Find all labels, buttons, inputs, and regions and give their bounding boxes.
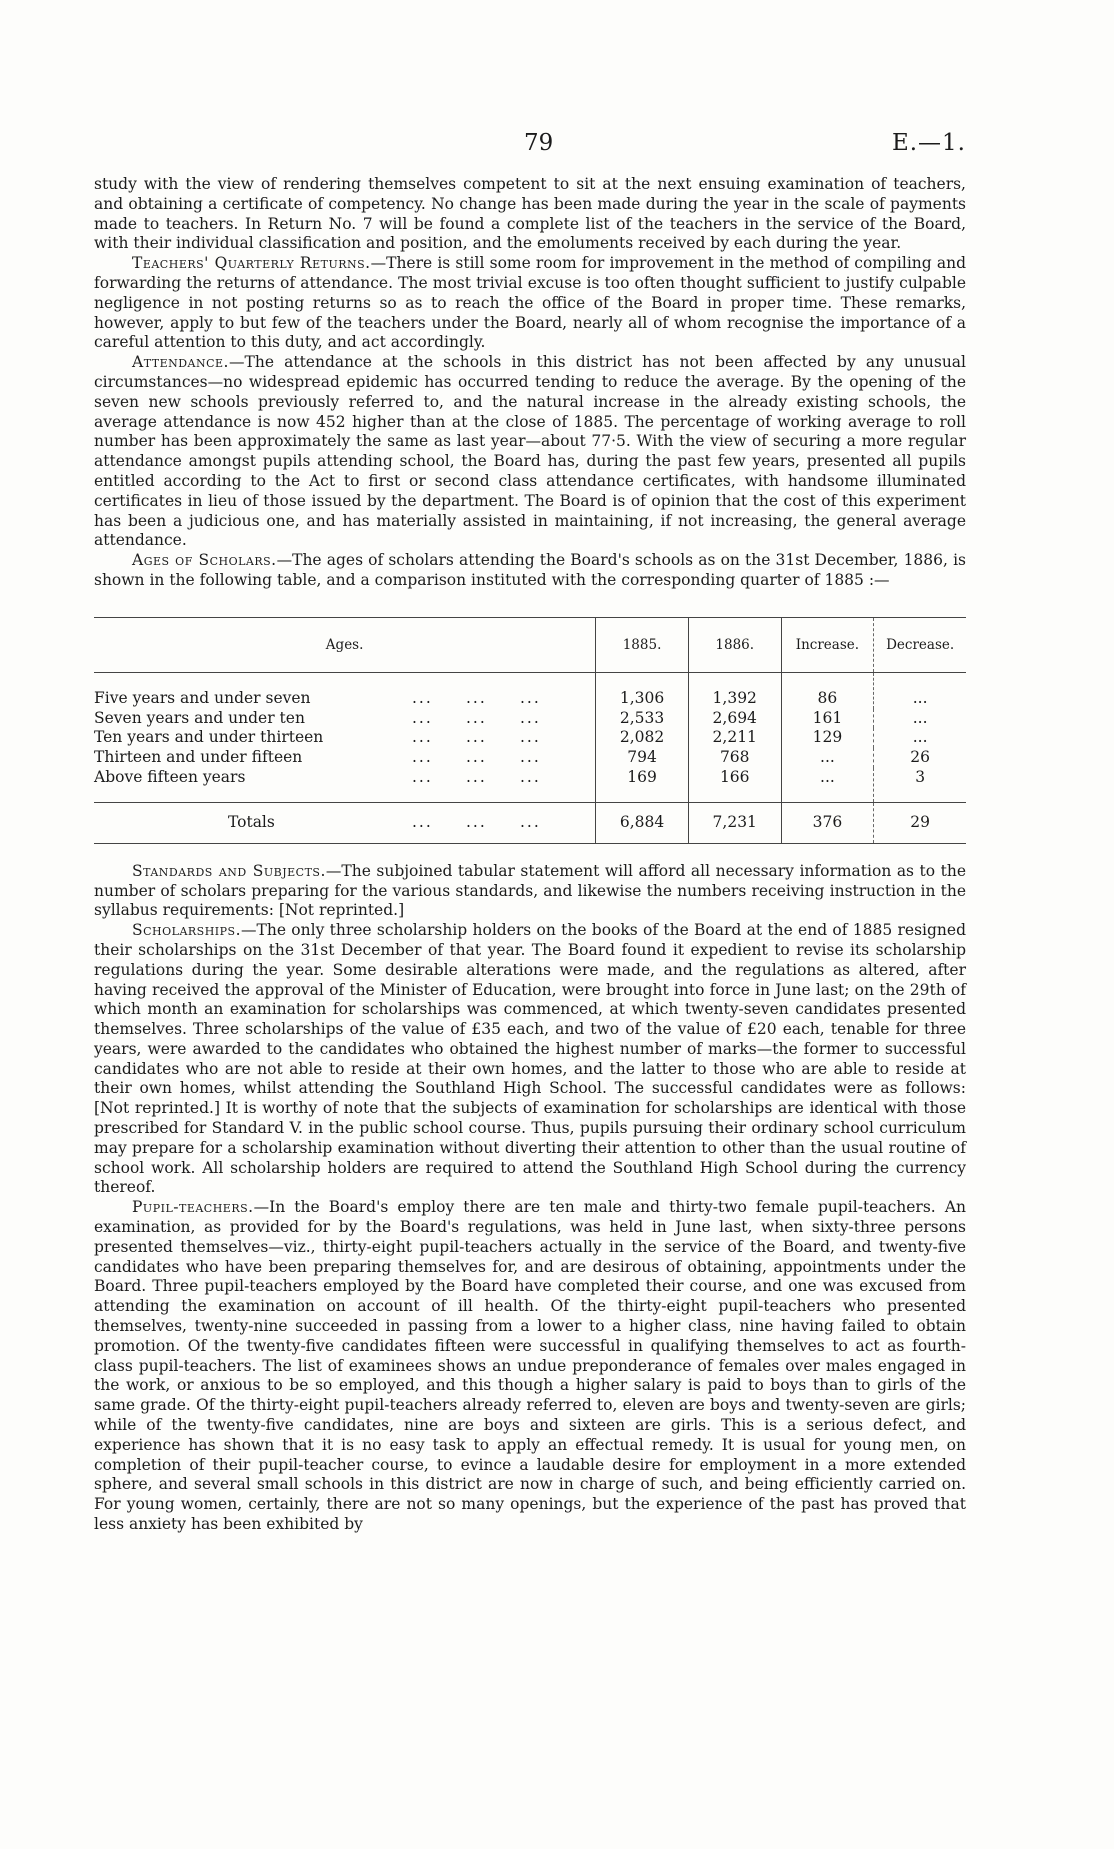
cell-decrease: ... [874,709,966,729]
row-label: Above fifteen years [94,767,246,786]
paragraph-standards-subjects [94,862,966,921]
cell-decrease: ... [874,728,966,748]
cell-1885: 1,306 [596,672,689,708]
intro-paragraph: study with the view of rendering themselves competent to sit at the next ensuing examination of teachers, and obtaining a certificate of competency. No change has been made during the year in the scale of payments made to teachers. In Return No. 7 will be found a complete list of the teachers in the service of the Board, with their individual classification and position, and the emoluments received by each during the year. [94,175,966,253]
paragraph-attendance [94,353,966,551]
column-header-decrease: Decrease. [874,617,966,672]
page-header [94,0,966,175]
section-text: —The ages of scholars attending the Board's schools as on the 31st December, 1886, is shown in the following table, and a comparison instituted with the corresponding quarter of 1885 :— [94,551,966,589]
column-header-1885: 1885. [596,617,689,672]
dot-leader: ... ... ... [412,688,541,707]
cell-1886: 166 [688,768,781,802]
paragraph-scholarships [94,921,966,1198]
row-label: Five years and under seven [94,688,311,707]
document-reference: E.—1. [891,130,966,156]
table-row [94,709,966,729]
row-label: Ten years and under thirteen [94,728,324,747]
paragraph-ages-of-scholars [94,551,966,591]
ages-table-wrapper [94,617,966,844]
cell-1886: 2,211 [688,728,781,748]
total-decrease: 29 [874,802,966,843]
dot-leader: ... ... ... [412,748,541,767]
table-header-row [94,617,966,672]
cell-increase: 161 [781,709,874,729]
section-heading: Ages of Scholars. [132,551,277,570]
cell-1885: 2,082 [596,728,689,748]
table-row [94,728,966,748]
totals-label: Totals [228,812,275,831]
row-label: Thirteen and under fifteen [94,748,303,767]
section-text: —The subjoined tabular statement will afford all necessary information as to the number of scholars preparing for the various standards, and likewise the numbers receiving instruction in the syllabus requirements: [Not reprinted.] [94,861,966,920]
cell-increase: 129 [781,728,874,748]
table-row [94,748,966,768]
cell-1886: 1,392 [688,672,781,708]
section-heading: Standards and Subjects. [132,861,326,880]
section-text: —There is still some room for improvement in the method of compiling and forwarding the returns of attendance. The most trivial excuse is too often thought sufficient to justify culpable negligence in not posting returns so as to reach the office of the Board in proper time. These remarks, however, apply to but few of the teachers under the Board, nearly all of whom recognise the importance of a careful attention to this duty, and act accordingly. [94,254,967,352]
cell-decrease: 3 [874,768,966,802]
cell-increase: 86 [781,672,874,708]
table-row [94,768,966,802]
total-1885: 6,884 [596,802,689,843]
dot-leader: ... ... ... [412,812,541,831]
table-row [94,672,966,708]
cell-1885: 2,533 [596,709,689,729]
cell-1886: 2,694 [688,709,781,729]
page-number: 79 [524,130,554,156]
column-header-increase: Increase. [781,617,874,672]
ages-table [94,617,966,844]
section-text: —In the Board's employ there are ten male and thirty-two female pupil-teachers. An examination, as provided for by the Board's regulations, was held in June last, when sixty-three persons presented themselves—viz., thirty-eight pupil-teachers actually in the service of the Board, and twenty-five candidates who have been preparing themselves for, and are desirous of obtaining, appointments under the Board. Three pupil-teachers employed by the Board have completed their course, and one was excused from attending the examination on account of ill health. Of the thirty-eight pupil-teachers who presented themselves, twenty-nine succeeded in passing from a lower to a higher class, nine having failed to obtain promotion. Of the twenty-five candidates fifteen were successful in qualifying themselves to act as fourth-class pupil-teachers. The list of examinees shows an undue preponderance of females over males engaged in the work, or anxious to be so employed, and this though a higher salary is paid to boys than to girls of the same grade. Of the thirty-eight pupil-teachers already referred to, eleven are boys and twenty-seven are girls; while of the twenty-five candidates, nine are boys and sixteen are girls. This is a serious defect, and experience has shown that it is no easy task to apply an effectual remedy. It is usual for young men, on completion of their pupil-teacher course, to evince a laudable desire for employment in a more extended sphere, and several small schools in this district are now in charge of such, and being efficiently carried on. For young women, certainly, there are not so many openings, but the experience of the past has proved that less anxiety has been exhibited by [94,1198,966,1534]
section-heading: Teachers' Quarterly Returns. [132,254,371,273]
cell-increase: ... [781,748,874,768]
cell-1885: 794 [596,748,689,768]
cell-decrease: ... [874,672,966,708]
dot-leader: ... ... ... [412,728,541,747]
section-heading: Scholarships. [132,921,242,940]
cell-1886: 768 [688,748,781,768]
cell-increase: ... [781,768,874,802]
totals-row [94,802,966,843]
section-text: —The only three scholarship holders on the books of the Board at the end of 1885 resigned their scholarships on the 31st December of that year. The Board found it expedient to revise its scholarship regulations during the year. Some desirable alterations were made, and the regulations as altered, after having received the approval of the Minister of Education, were brought into force in June last; on the 29th of which month an examination for scholarships was commenced, at which twenty-seven candidates presented themselves. Three scholarships of the value of £35 each, and two of the value of £20 each, tenable for three years, were awarded to the candidates who obtained the highest number of marks—the former to successful candidates who are not able to reside at their own homes, and the latter to those who are able to reside at their own homes, whilst attending the Southland High School. The successful candidates were as follows: [Not reprinted.] It is worthy of note that the subjects of examination for scholarships are identical with those prescribed for Standard V. in the public school course. Thus, pupils pursuing their ordinary school curriculum may prepare for a scholarship examination without diverting their attention to other than the usual routine of school work. All scholarship holders are required to attend the Southland High School during the currency thereof. [94,921,966,1197]
section-text: —The attendance at the schools in this district has not been affected by any unusual circumstances—no widespread epidemic has occurred tending to reduce the average. By the opening of the seven new schools previously referred to, and the natural increase in the already existing schools, the average attendance is now 452 higher than at the close of 1885. The percentage of working average to roll number has been approximately the same as last year—about 77·5. With the view of securing a more regular attendance amongst pupils attending school, the Board has, during the past few years, presented all pupils entitled according to the Act to first or second class attendance certificates, with handsome illuminated certificates in lieu of those issued by the department. The Board is of opinion that the cost of this experiment has been a judicious one, and has materially assisted in maintaining, if not increasing, the general average attendance. [94,353,966,550]
paragraph-teachers-returns [94,254,966,353]
total-1886: 7,231 [688,802,781,843]
document-page [94,0,966,1535]
paragraph-pupil-teachers [94,1198,966,1535]
dot-leader: ... ... ... [412,708,541,727]
column-header-1886: 1886. [688,617,781,672]
dot-leader: ... ... ... [412,767,541,786]
cell-decrease: 26 [874,748,966,768]
cell-1885: 169 [596,768,689,802]
section-heading: Pupil-teachers. [132,1198,254,1217]
section-heading: Attendance. [132,353,229,372]
row-label: Seven years and under ten [94,708,305,727]
column-header-ages: Ages. [94,617,596,672]
total-increase: 376 [781,802,874,843]
